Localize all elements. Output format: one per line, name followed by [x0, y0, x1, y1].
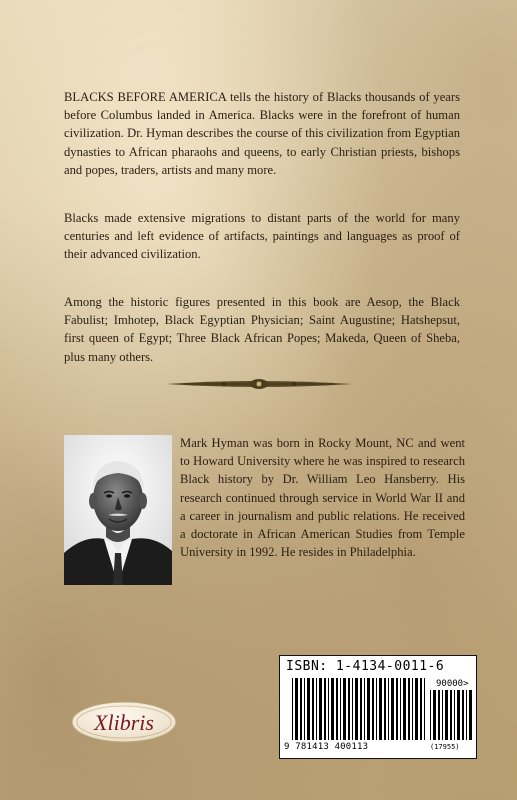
isbn-barcode — [279, 655, 477, 759]
description-paragraph-3: Among the historic figures presented in this book are Aesop, the Black Fabulist; Imhotep, Black Egyptian Physician; Saint Augustine; Hatshepsut, first queen of Egypt; Three Black African Popes; Makeda, Queen of Sheba, plus many others. — [64, 295, 460, 364]
ornamental-divider — [164, 374, 354, 394]
description-paragraph-2: Blacks made extensive migrations to distant parts of the world for many centuries and left evidence of artifacts, paintings and languages as proof of their advanced civilization. — [64, 211, 460, 262]
ean-digits: 9 781413 400113 — [284, 742, 369, 752]
sub-code: (17955) — [430, 743, 460, 751]
author-bio: Mark Hyman was born in Rocky Mount, NC and went to Howard University where he was inspired to research Black history by Dr. William Leo Hansberry. His research continued through service in World War II and a career in journalism and public relations. He received a doctorate in African American Studies from Temple University in 1992. He resides in Philadelphia. — [180, 436, 465, 560]
isbn-label: ISBN: 1-4134-0011-6 — [286, 659, 445, 674]
xlibris-logo-text: Xlibris — [94, 710, 154, 735]
xlibris-logo — [70, 700, 178, 744]
author-photo — [64, 435, 172, 585]
description-paragraph-1: BLACKS BEFORE AMERICA tells the history of Blacks thousands of years before Columbus landed in America. Blacks were in the forefront of human civilization. Dr. Hyman describes the course of this civilization from Egyptian dynasties to African pharaohs and queens, to early Christian priests, bishops and popes, traders, artists and many more. — [64, 90, 460, 177]
price-code: 90000> — [436, 679, 469, 689]
